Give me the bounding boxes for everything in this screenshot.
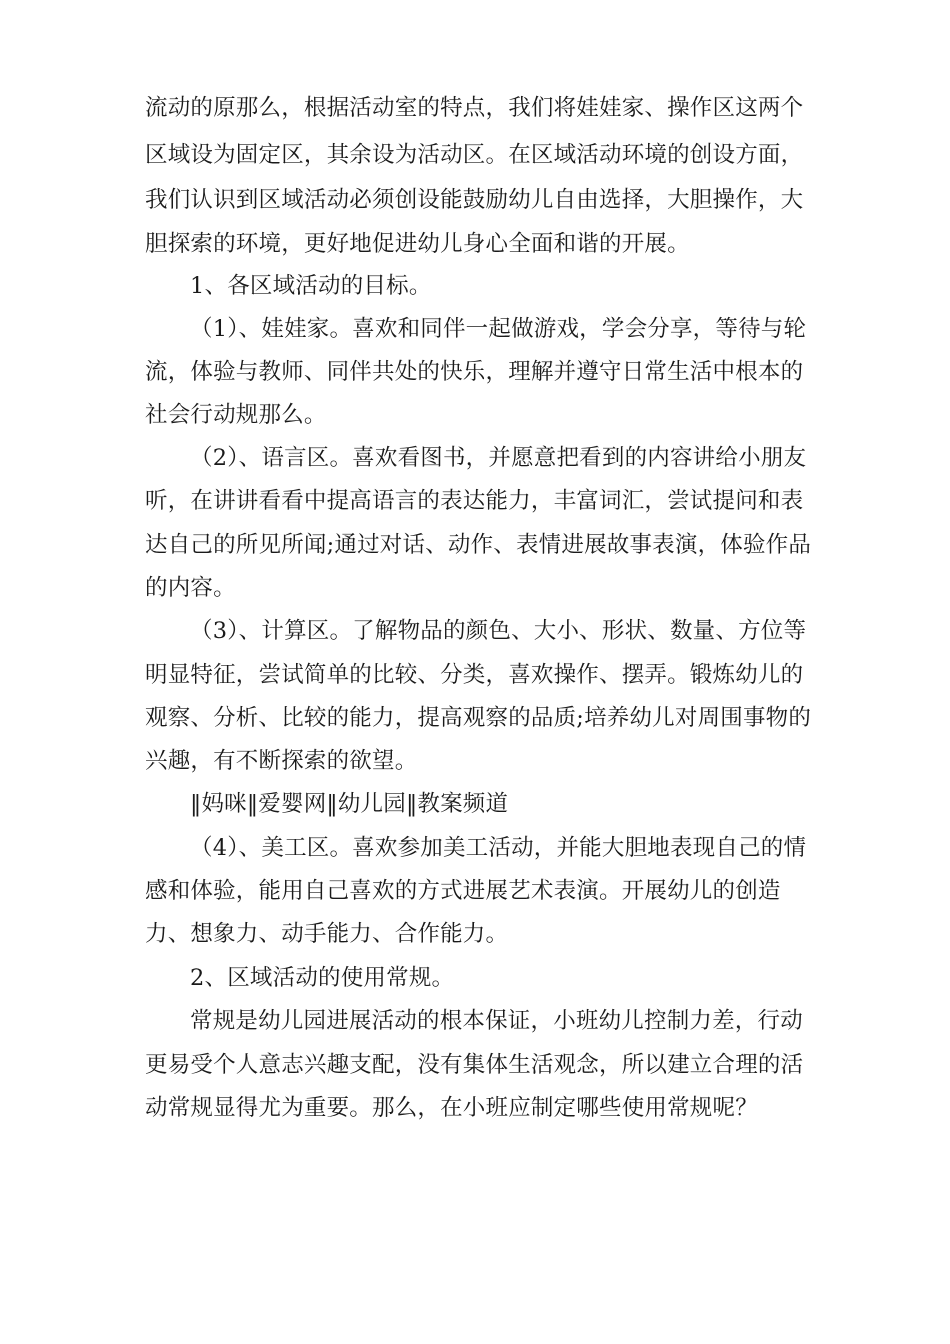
text-line: 常规是幼儿园进展活动的根本保证，小班幼儿控制力差，行动 xyxy=(190,1008,803,1034)
text-line: 我们认识到区域活动必须创设能鼓励幼儿自由选择，大胆操作，大 xyxy=(145,187,804,213)
source-line: ‖妈咪‖爱婴网‖幼儿园‖教案频道 xyxy=(190,791,509,817)
section-heading: 2、区域活动的使用常规。 xyxy=(190,965,455,991)
text-line: 区域设为固定区，其余设为活动区。在区域活动环境的创设方面， xyxy=(145,142,804,168)
text-line: 感和体验，能用自己喜欢的方式进展艺术表演。开展幼儿的创造 xyxy=(145,878,781,904)
text-line: 力、想象力、动手能力、合作能力。 xyxy=(145,921,509,947)
text-line: 更易受个人意志兴趣支配，没有集体生活观念，所以建立合理的活 xyxy=(145,1052,804,1078)
text-line: 的内容。 xyxy=(145,575,236,601)
text-line: （2）、语言区。喜欢看图书，并愿意把看到的内容讲给小朋友 xyxy=(190,445,807,471)
text-line: 流动的原那么，根据活动室的特点，我们将娃娃家、操作区这两个 xyxy=(145,95,804,121)
text-line: （1）、娃娃家。喜欢和同伴一起做游戏，学会分享，等待与轮 xyxy=(190,316,807,342)
text-line: 听，在讲讲看看中提高语言的表达能力，丰富词汇，尝试提问和表 xyxy=(145,488,804,514)
text-line: 胆探索的环境，更好地促进幼儿身心全面和谐的开展。 xyxy=(145,231,690,257)
text-line: 动常规显得尤为重要。那么，在小班应制定哪些使用常规呢？ xyxy=(145,1095,758,1121)
text-line: 兴趣，有不断探索的欲望。 xyxy=(145,748,418,774)
text-line: 明显特征，尝试简单的比较、分类，喜欢操作、摆弄。锻炼幼儿的 xyxy=(145,662,804,688)
text-line: 观察、分析、比较的能力，提高观察的品质;培养幼儿对周围事物的 xyxy=(145,705,812,731)
text-line: （4）、美工区。喜欢参加美工活动，并能大胆地表现自己的情 xyxy=(190,835,807,861)
text-line: （3）、计算区。了解物品的颜色、大小、形状、数量、方位等 xyxy=(190,618,807,644)
text-line: 流，体验与教师、同伴共处的快乐，理解并遵守日常生活中根本的 xyxy=(145,359,804,385)
section-heading: 1、各区域活动的目标。 xyxy=(190,273,432,299)
text-line: 达自己的所见所闻;通过对话、动作、表情进展故事表演，体验作品 xyxy=(145,532,812,558)
text-line: 社会行动规那么。 xyxy=(145,402,327,428)
